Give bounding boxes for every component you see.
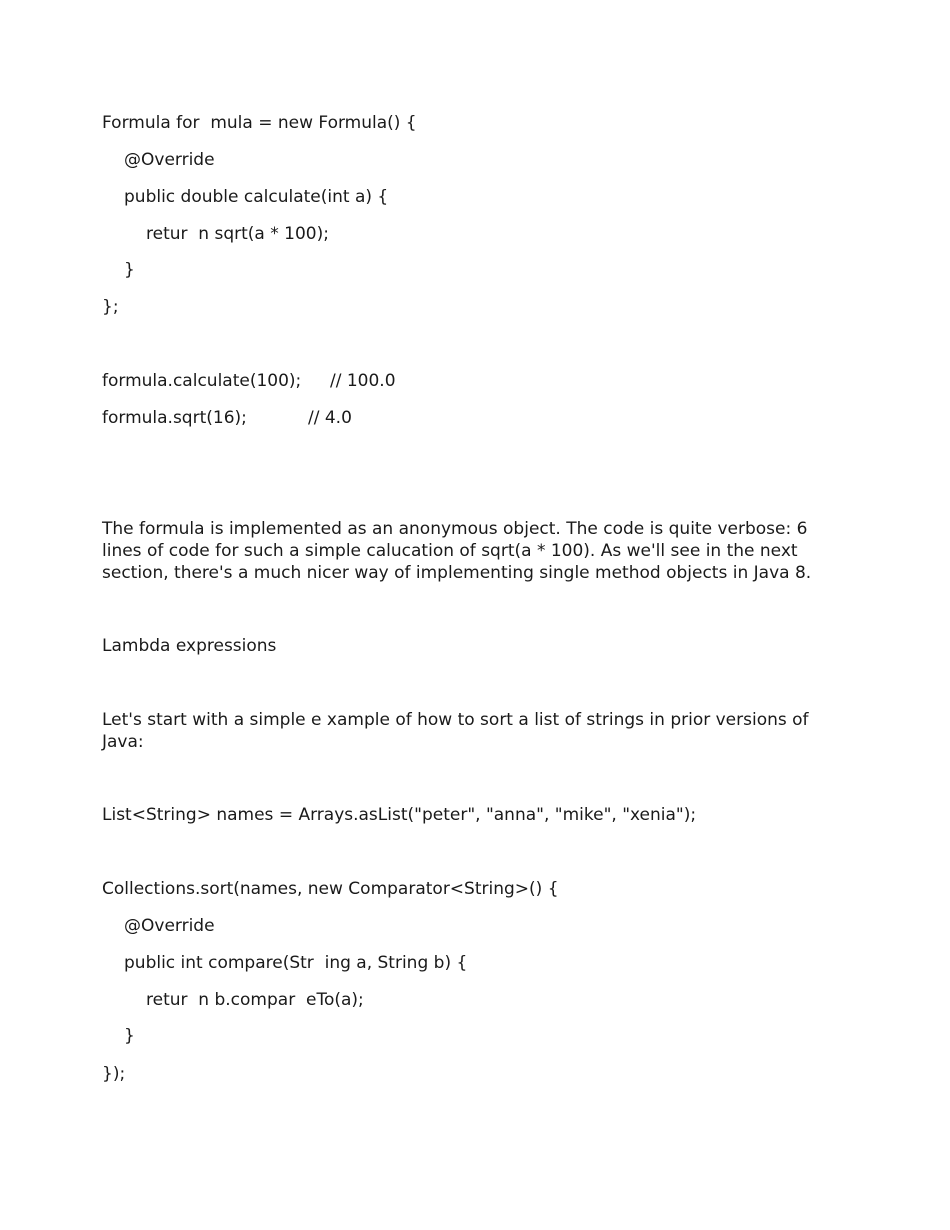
paragraph-sort-intro: Let's start with a simple e xample of how to sort a list of strings in prior versions of Java: <box>102 710 809 752</box>
code-line-collections-sort: Collections.sort(names, new Comparator<String>() { <box>102 879 559 899</box>
code-line-close-method: } <box>124 260 135 280</box>
code-line-close-class: }; <box>102 297 119 317</box>
code-line-return-compare: retur n b.compar eTo(a); <box>146 990 364 1010</box>
code-comment-calculate: // 100.0 <box>330 371 396 391</box>
section-heading: Lambda expressions <box>102 636 277 656</box>
code-line-call-calculate: formula.calculate(100); <box>102 371 302 391</box>
code-comment-sqrt: // 4.0 <box>308 408 352 428</box>
code-line-formula-decl: Formula for mula = new Formula() { <box>102 113 417 133</box>
code-line-close-method-2: } <box>124 1026 135 1046</box>
paragraph-anonymous-object: The formula is implemented as an anonymous object. The code is quite verbose: 6 lines of code for such a simple calucation of sqrt(a * 100). As we'll see in the next section, there's a much nicer way of implementing single method objects in Java 8. <box>102 519 812 583</box>
code-line-override-2: @Override <box>124 916 215 936</box>
code-line-return-sqrt: retur n sqrt(a * 100); <box>146 224 329 244</box>
code-line-call-sqrt: formula.sqrt(16); <box>102 408 247 428</box>
code-line-override: @Override <box>124 150 215 170</box>
code-line-compare-signature: public int compare(Str ing a, String b) { <box>124 953 468 973</box>
code-line-calculate-signature: public double calculate(int a) { <box>124 187 389 207</box>
code-line-names-decl: List<String> names = Arrays.asList("peter", "anna", "mike", "xenia"); <box>102 805 697 825</box>
code-line-close-sort: }); <box>102 1064 126 1084</box>
